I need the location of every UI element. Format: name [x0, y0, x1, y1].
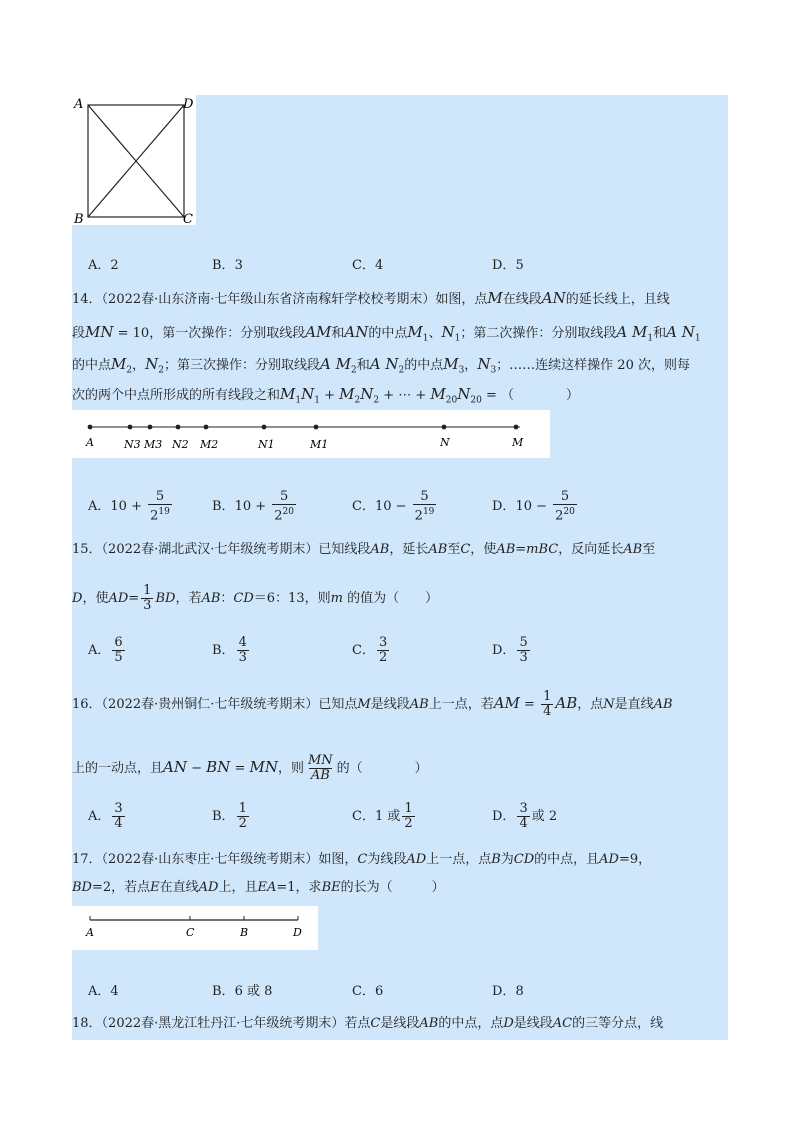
math-var: N: [145, 355, 159, 373]
fraction-denominator: 3: [143, 598, 152, 613]
math-var: AN: [541, 289, 566, 307]
fraction-numerator: 4: [238, 635, 247, 650]
math-var: mBC: [526, 542, 559, 557]
fraction: [517, 802, 529, 831]
subscript: 1: [647, 333, 654, 344]
q16-line-1: [72, 690, 673, 719]
math-var: BN: [206, 758, 231, 776]
point-label-b: B: [240, 926, 249, 939]
rectangle-diagram: [72, 95, 196, 225]
label-d: D: [183, 97, 194, 112]
exponent: 20: [563, 507, 575, 517]
option-text: 2: [110, 258, 119, 273]
q16-text: =: [230, 761, 250, 776]
question-number: 16．: [72, 697, 102, 712]
fraction-denominator: 5: [114, 650, 123, 665]
question-panel: [72, 95, 728, 1040]
math-var: AD: [406, 852, 427, 867]
q14-text: （2022春·山东济南·七年级山东省济南稼轩学校校考期末）如图，点: [101, 292, 488, 307]
fraction-numerator: 5: [560, 489, 570, 504]
fraction-denominator: [148, 504, 172, 523]
q18-line-1: [72, 1014, 663, 1034]
option-letter: D．: [492, 643, 516, 658]
q14-text: 的延长线上，且线: [565, 292, 670, 307]
q18-text: 的中点，点: [438, 1016, 504, 1031]
q17-line-segment-figure: [72, 906, 318, 950]
fraction: [112, 636, 124, 665]
fraction-denominator: 3: [238, 650, 247, 665]
fraction-numerator: 3: [519, 801, 528, 816]
q14-text: + ⋯ +: [379, 388, 431, 403]
math-var: AN: [344, 323, 369, 341]
point-label-n3: N3: [124, 438, 141, 451]
subscript: 2: [398, 365, 405, 376]
q17-text: 在直线: [159, 880, 199, 895]
q17-text: 为: [500, 852, 514, 867]
q17-line-2: [72, 878, 445, 898]
option-text: 6: [374, 984, 384, 999]
q14-text: 在线段: [502, 292, 542, 307]
label-a: A: [74, 97, 84, 112]
math-var: N: [457, 385, 471, 403]
q18-text: 的三等分点，线: [572, 1016, 664, 1031]
option-letter: C．: [352, 258, 375, 273]
math-var: AD: [198, 880, 219, 895]
q15-text: ，使: [82, 591, 109, 606]
rectangle-figure: [72, 95, 196, 225]
math-var: M: [430, 385, 446, 403]
question-number: 17．: [72, 852, 102, 867]
fraction-denominator: AB: [310, 768, 330, 783]
math-var: M: [111, 355, 127, 373]
q14-line-1: [72, 288, 670, 310]
option-letter: A．: [88, 499, 111, 515]
math-var: EA: [257, 880, 277, 895]
math-var: M: [357, 697, 371, 712]
point-label-c: C: [186, 926, 195, 939]
q13-option-c[interactable]: [352, 256, 383, 276]
q14-number-line: [72, 410, 550, 458]
q13-option-a[interactable]: [88, 256, 119, 276]
q14-text: 和: [653, 326, 667, 341]
q15-option-c[interactable]: [352, 636, 391, 665]
point-label-m3: M3: [144, 438, 163, 451]
q18-text: 是线段: [380, 1016, 420, 1031]
math-var: C: [357, 852, 368, 867]
math-var: BE: [321, 880, 341, 895]
math-var: CD: [233, 591, 254, 606]
q14-text: = （ ）: [481, 388, 579, 403]
q15-text: ，反向延长: [558, 542, 624, 557]
q15-option-b[interactable]: [212, 636, 251, 665]
exponent: 20: [282, 507, 294, 517]
option-letter: B．: [212, 984, 235, 999]
point-label-a: A: [86, 926, 94, 939]
subscript: 20: [445, 395, 458, 406]
math-var: AB: [623, 542, 643, 557]
math-var: E: [150, 880, 160, 895]
fraction: [306, 754, 335, 783]
fraction-numerator: 1: [143, 583, 152, 598]
q16-text: （2022春·贵州铜仁·七年级统考期末）已知点: [101, 697, 358, 712]
math-var: MN: [85, 323, 114, 341]
option-text: 3: [234, 258, 243, 273]
fraction: [517, 636, 529, 665]
exponent: 19: [158, 507, 170, 517]
subscript: 3: [490, 365, 497, 376]
option-letter: C．: [352, 984, 375, 999]
q17-option-d[interactable]: [492, 982, 524, 1002]
q15-text: ，使: [470, 542, 497, 557]
q17-text: 为线段: [367, 852, 407, 867]
option-letter: C．: [352, 499, 375, 515]
q16-text: 的（ ）: [336, 761, 428, 776]
q13-option-b[interactable]: [212, 256, 243, 276]
q17-text: =2，若点: [91, 880, 151, 895]
fraction-denominator: [272, 504, 296, 523]
math-var: C: [460, 542, 471, 557]
q14-text: ，: [132, 358, 146, 373]
q14-option-c[interactable]: [352, 490, 438, 523]
math-var: AB: [653, 697, 673, 712]
subscript: 2: [350, 365, 357, 376]
option-letter: B．: [212, 258, 235, 273]
q18-text: 是线段: [513, 1016, 553, 1031]
question-number: 15．: [72, 542, 102, 557]
q14-text: 的中点: [404, 358, 444, 373]
q16-text: 上的一动点，且: [72, 761, 164, 776]
fraction-denominator: 4: [543, 704, 552, 719]
q17-text: 的中点，且: [534, 852, 600, 867]
option-text: 5: [515, 258, 524, 273]
q15-line-1: [72, 540, 655, 560]
q16-option-d[interactable]: [492, 802, 557, 831]
math-var: AN: [163, 758, 187, 776]
option-letter: B．: [212, 499, 235, 515]
question-number: 14．: [72, 292, 102, 307]
q14-text: ；第二次操作：分别取线段: [460, 326, 617, 341]
fraction-numerator: 5: [279, 489, 289, 504]
math-var: M: [443, 355, 459, 373]
math-var: AM: [493, 694, 520, 712]
option-text: 10 −: [515, 499, 552, 515]
q14-line-4: [72, 384, 579, 411]
q14-line-2: [72, 322, 701, 349]
option-letter: B．: [212, 643, 235, 658]
q14-text: ，: [464, 358, 478, 373]
subscript: 1: [295, 395, 302, 406]
math-var: AC: [552, 1016, 573, 1031]
math-var: BD: [155, 591, 176, 606]
option-text: 8: [515, 984, 524, 999]
q14-text: 和: [356, 358, 370, 373]
q14-option-d[interactable]: [492, 490, 579, 523]
option-letter: A．: [88, 258, 111, 273]
q17-line-1: [72, 850, 651, 870]
fraction-denominator: [413, 504, 437, 523]
subscript: 3: [458, 365, 465, 376]
math-var: AB: [419, 1016, 439, 1031]
fraction: [402, 802, 414, 831]
option-letter: D．: [492, 258, 516, 273]
q15-text: ＝6：13，则: [253, 591, 331, 606]
math-var: M: [339, 385, 355, 403]
q17-text: （2022春·山东枣庄·七年级统考期末）如图，: [101, 852, 358, 867]
fraction-numerator: 3: [114, 801, 123, 816]
math-var: A M: [616, 323, 648, 341]
option-letter: D．: [492, 984, 516, 999]
q15-option-a[interactable]: [88, 636, 127, 665]
math-var: AD: [599, 852, 619, 867]
fraction-numerator: 5: [519, 635, 528, 650]
q17-option-a[interactable]: [88, 982, 119, 1002]
math-var: M: [487, 289, 503, 307]
q17-text: 上一点，点: [426, 852, 492, 867]
subscript: 1: [694, 333, 701, 344]
q14-text: 的中点: [368, 326, 408, 341]
q15-text: ，延长: [389, 542, 429, 557]
math-var: A M: [320, 355, 351, 373]
fraction-denominator: 4: [114, 816, 123, 831]
q14-text: +: [319, 388, 340, 403]
math-var: A N: [369, 355, 399, 373]
q16-text: ，点: [577, 697, 604, 712]
point-label-a: A: [86, 436, 94, 449]
math-var: N: [603, 697, 615, 712]
fraction: [237, 802, 249, 831]
option-letter: B．: [212, 809, 235, 824]
option-letter: C．: [352, 643, 375, 658]
point-label-m1: M1: [310, 438, 329, 451]
q15-text: 至: [447, 542, 461, 557]
fraction: [237, 636, 249, 665]
q14-text: = 10，第一次操作：分别取线段: [113, 326, 306, 341]
q15-line-2: [72, 584, 438, 613]
math-var: N: [441, 323, 455, 341]
math-var: N: [301, 385, 315, 403]
math-var: AB: [555, 694, 578, 712]
math-var: AB: [370, 542, 390, 557]
q15-text: ：: [220, 591, 234, 606]
option-text: 10 +: [234, 499, 271, 515]
math-var: CD: [513, 852, 535, 867]
fraction-denominator: 2: [238, 816, 247, 831]
math-var: AB: [496, 542, 516, 557]
q16-option-b[interactable]: [212, 802, 251, 831]
q17-text: 上，且: [218, 880, 258, 895]
fraction-denominator: 2: [404, 816, 413, 831]
subscript: 1: [314, 395, 320, 406]
math-var: D: [72, 591, 83, 606]
base: 2: [414, 508, 423, 524]
q14-text: 次的两个中点所形成的所有线段之和: [72, 388, 281, 403]
math-var: AB: [201, 591, 221, 606]
fraction-denominator: 3: [519, 650, 528, 665]
option-text: 4: [110, 984, 119, 999]
math-var: BD: [72, 880, 92, 895]
point-label-n: N: [440, 436, 450, 449]
math-var: M: [407, 323, 423, 341]
option-text: 10 −: [374, 499, 411, 515]
option-letter: D．: [492, 809, 516, 824]
fraction-denominator: 4: [519, 816, 528, 831]
math-var: B: [491, 852, 501, 867]
q17-option-c[interactable]: [352, 982, 383, 1002]
math-var: D: [503, 1016, 514, 1031]
q15-text: =: [515, 542, 527, 557]
exponent: 19: [422, 507, 435, 517]
q14-option-a[interactable]: [88, 490, 174, 523]
base: 2: [150, 508, 159, 524]
q17-option-b[interactable]: [212, 982, 272, 1002]
fraction: [541, 690, 553, 719]
math-var: C: [370, 1016, 381, 1031]
q16-text: ，则: [277, 761, 304, 776]
q14-line-3: [72, 354, 690, 381]
math-var: M: [280, 385, 296, 403]
math-var: N: [360, 385, 374, 403]
fraction-denominator: [553, 504, 577, 523]
fraction: [148, 490, 172, 523]
q16-option-c[interactable]: [352, 802, 417, 831]
q14-text: 和: [331, 326, 345, 341]
q14-text: ；第三次操作：分别取线段: [163, 358, 320, 373]
q16-text: 是直线: [614, 697, 654, 712]
q14-number-line-figure: [72, 410, 550, 458]
option-text: 4: [374, 258, 384, 273]
fraction-numerator: 1: [543, 689, 552, 704]
q14-text: 的中点: [72, 358, 112, 373]
base: 2: [555, 508, 564, 524]
option-letter: D．: [492, 499, 516, 515]
fraction-numerator: 6: [114, 635, 123, 650]
q15-text: 至: [642, 542, 656, 557]
fraction-denominator: 2: [378, 650, 388, 665]
fraction: [272, 490, 296, 523]
q16-line-2: [72, 754, 428, 783]
subscript: 2: [373, 395, 380, 406]
fraction-numerator: 5: [420, 489, 429, 504]
option-text: 或 2: [531, 809, 558, 824]
fraction: [413, 490, 437, 523]
q16-text: −: [186, 761, 207, 776]
q17-line-segment: [72, 906, 318, 950]
math-var: N: [477, 355, 491, 373]
math-var: AM: [305, 323, 332, 341]
q16-text: 上一点，若: [428, 697, 494, 712]
q16-option-a[interactable]: [88, 802, 127, 831]
math-var: AD: [108, 591, 129, 606]
point-label-m: M: [512, 436, 524, 449]
q16-text: 是线段: [370, 697, 410, 712]
q13-option-d[interactable]: [492, 256, 524, 276]
subscript: 2: [126, 365, 133, 376]
math-var: m: [330, 591, 343, 606]
q17-text: =9，: [618, 852, 652, 867]
q16-text: =: [519, 697, 540, 712]
q15-text: ，若: [175, 591, 202, 606]
q15-text: =: [128, 591, 140, 606]
option-text: 6 或 8: [234, 984, 273, 999]
fraction-numerator: 1: [238, 801, 247, 816]
q15-option-d[interactable]: [492, 636, 532, 665]
base: 2: [274, 508, 283, 524]
subscript: 2: [354, 395, 361, 406]
option-text: 1 或: [374, 809, 401, 824]
q14-option-b[interactable]: [212, 490, 298, 523]
math-var: AB: [409, 697, 429, 712]
option-letter: C．: [352, 809, 375, 824]
question-number: 18．: [72, 1016, 102, 1031]
option-letter: A．: [88, 809, 111, 824]
subscript: 1: [454, 333, 461, 344]
point-label-m2: M2: [200, 438, 219, 451]
fraction-numerator: 3: [378, 635, 388, 650]
option-text: 10 +: [110, 499, 147, 515]
math-var: A N: [666, 323, 695, 341]
q14-text: 段: [72, 326, 86, 341]
label-b: B: [74, 212, 84, 225]
fraction: [377, 636, 389, 665]
point-label-n2: N2: [172, 438, 189, 451]
label-c: C: [183, 212, 193, 225]
fraction-numerator: MN: [307, 753, 333, 768]
fraction: [112, 802, 124, 831]
subscript: 1: [422, 333, 429, 344]
fraction-numerator: 5: [155, 489, 165, 504]
point-label-n1: N1: [258, 438, 275, 451]
option-letter: A．: [88, 984, 111, 999]
option-letter: A．: [88, 643, 111, 658]
q17-text: 的长为（ ）: [340, 880, 445, 895]
q17-text: =1，求: [276, 880, 322, 895]
fraction: [553, 490, 577, 523]
q15-text: （2022春·湖北武汉·七年级统考期末）已知线段: [101, 542, 371, 557]
q14-text: 、: [428, 326, 442, 341]
fraction: [141, 584, 153, 613]
point-label-d: D: [293, 926, 302, 939]
q18-text: （2022春·黑龙江牡丹江·七年级统考期末）若点: [101, 1016, 371, 1031]
subscript: 2: [158, 365, 164, 376]
fraction-numerator: 1: [404, 801, 413, 816]
math-var: AB: [428, 542, 448, 557]
q15-text: 的值为（ ）: [342, 591, 439, 606]
math-var: MN: [249, 758, 278, 776]
q14-text: ；……连续这样操作 20 次，则每: [496, 358, 690, 373]
subscript: 20: [470, 395, 482, 406]
